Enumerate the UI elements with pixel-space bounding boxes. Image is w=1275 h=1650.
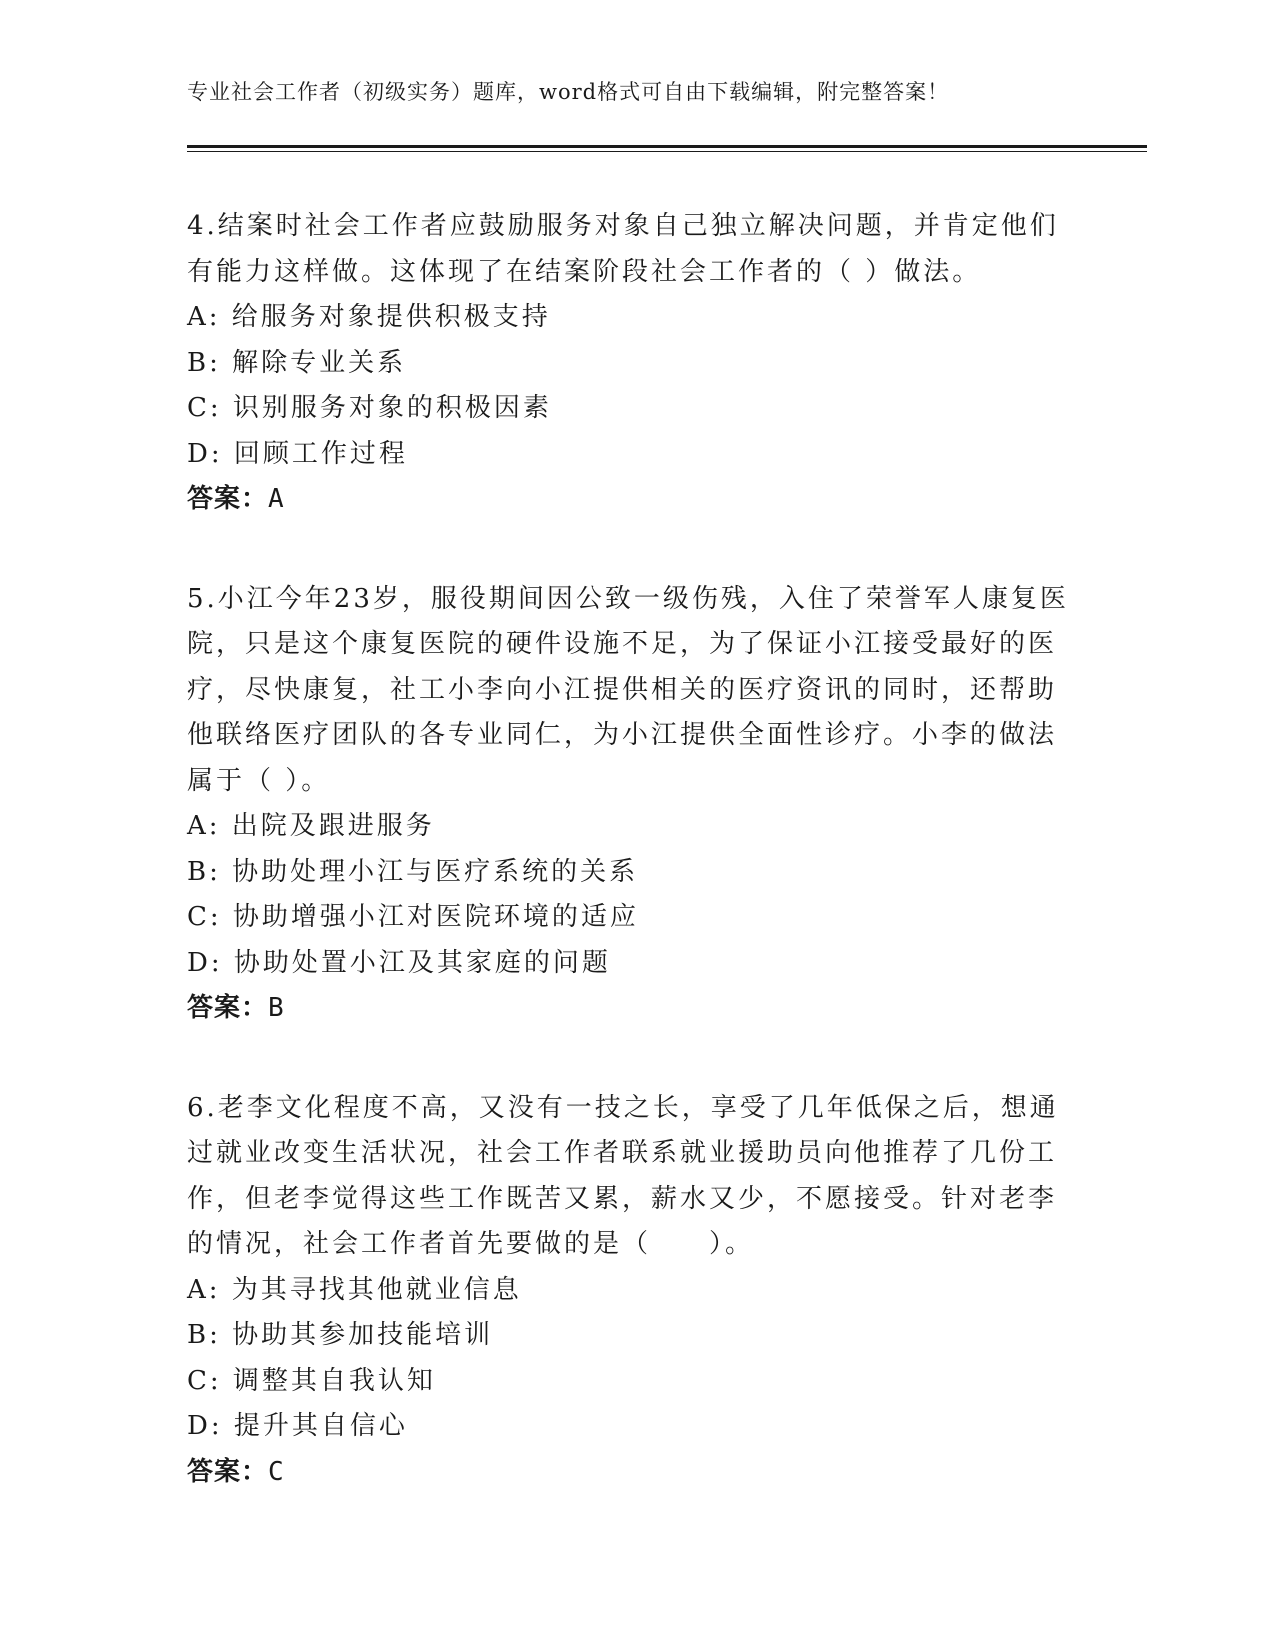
question-text: 6.老李文化程度不高，又没有一技之长，享受了几年低保之后，想通过就业改变生活状况，社会工作者联系就业援助员向他推荐了几份工作，但老李觉得这些工作既苦又累，薪水又少，不愿接受。针对老李的情况，社会工作者首先要做的是（ ）。 [187, 1092, 1059, 1259]
answer-value: A [268, 484, 285, 514]
answer-line [187, 1450, 1077, 1496]
option-d: D: 提升其自信心 [187, 1411, 408, 1441]
option-c: C: 调整其自我认知 [187, 1365, 436, 1396]
answer-value: C [268, 1456, 285, 1487]
question-6 [187, 1086, 1077, 1496]
question-text: 5.小江今年23岁，服役期间因公致一级伤残，入住了荣誉军人康复医院，只是这个康复医院的硬件设施不足，为了保证小江接受最好的医疗，尽快康复，社工小李向小江提供相关的医疗资讯的同时，还帮助他联络医疗团队的各专业同仁，为小江提供全面性诊疗。小李的做法属于（ ）。 [187, 583, 1069, 796]
option-d: D: 回顾工作过程 [187, 438, 408, 469]
answer-label: 答案： [187, 1456, 269, 1487]
answer-label: 答案： [187, 993, 269, 1023]
answer-value: B [268, 993, 285, 1023]
document-header: 专业社会工作者（初级实务）题库，word格式可自由下载编辑，附完整答案！ [187, 80, 950, 104]
option-d: D: 协助处置小江及其家庭的问题 [187, 947, 611, 978]
option-b: B: 协助处理小江与医疗系统的关系 [187, 856, 639, 887]
option-a: A: 出院及跟进服务 [187, 811, 435, 841]
header-rule-thin [187, 151, 1147, 152]
option-b: B: 解除专业关系 [187, 347, 407, 378]
question-text: 4.结案时社会工作者应鼓励服务对象自己独立解决问题，并肯定他们有能力这样做。这体现了在结案阶段社会工作者的（ ）做法。 [187, 211, 1059, 287]
option-b: B: 协助其参加技能培训 [187, 1320, 494, 1350]
option-a: A: 给服务对象提供积极支持 [187, 302, 551, 332]
option-c: C: 识别服务对象的积极因素 [187, 393, 552, 423]
answer-line [187, 477, 1077, 523]
answer-line [187, 986, 1077, 1032]
answer-label: 答案： [187, 484, 269, 514]
option-c: C: 协助增强小江对医院环境的适应 [187, 902, 639, 932]
option-a: A: 为其寻找其他就业信息 [187, 1274, 522, 1305]
question-4 [187, 204, 1077, 523]
question-list [187, 204, 1077, 1549]
header-rule-thick [187, 145, 1147, 148]
question-5 [187, 577, 1077, 1032]
